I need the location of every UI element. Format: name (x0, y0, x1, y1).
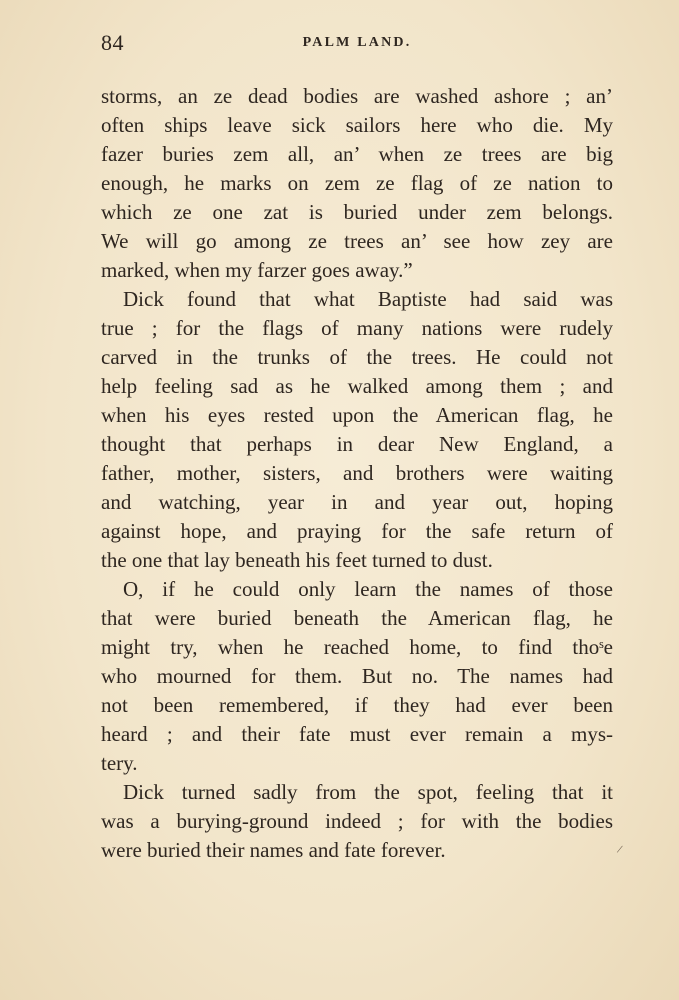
text-line: Dick found that what Baptiste had said was (123, 287, 613, 311)
text-line: true ; for the flags of many nations were rudely (101, 316, 613, 340)
text-line: father, mother, sisters, and brothers were waiting (101, 461, 613, 485)
text-line: marked, when my farzer goes away.” (101, 258, 413, 282)
text-line: enough, he marks on zem ze flag of ze nation to (101, 171, 613, 195)
running-head: PALM LAND. (302, 35, 412, 50)
text-line: might try, when he reached home, to find thoˢe (101, 635, 613, 659)
text-line: against hope, and praying for the safe return of (101, 519, 613, 543)
text-line: fazer buries zem all, an’ when ze trees are big (101, 142, 613, 166)
text-line: tery. (101, 751, 138, 775)
page-number: 84 (101, 30, 124, 55)
text-line: storms, an ze dead bodies are washed ashore ; an’ (101, 84, 613, 108)
text-line: not been remembered, if they had ever been (101, 693, 613, 717)
text-line: when his eyes rested upon the American flag, he (101, 403, 613, 427)
text-line: O, if he could only learn the names of those (123, 577, 613, 601)
text-line: that were buried beneath the American flag, he (101, 606, 613, 630)
text-line: and watching, year in and year out, hoping (101, 490, 613, 514)
text-line: the one that lay beneath his feet turned to dust. (101, 548, 493, 572)
text-line: were buried their names and fate forever. (101, 838, 446, 862)
text-line: thought that perhaps in dear New England, a (101, 432, 613, 456)
text-line: We will go among ze trees an’ see how zey are (101, 229, 613, 253)
text-line: often ships leave sick sailors here who die. My (101, 113, 613, 137)
text-line: which ze one zat is buried under zem belongs. (101, 200, 613, 224)
page-header (101, 30, 613, 56)
text-line: was a burying-ground indeed ; for with the bodies (101, 809, 613, 833)
text-line: Dick turned sadly from the spot, feeling that it (123, 780, 613, 804)
body-text (101, 82, 613, 865)
text-line: help feeling sad as he walked among them ; and (101, 374, 613, 398)
text-line: heard ; and their fate must ever remain a mys- (101, 722, 613, 746)
text-line: carved in the trunks of the trees. He could not (101, 345, 613, 369)
text-line: who mourned for them. But no. The names had (101, 664, 613, 688)
stray-mark: / (615, 841, 624, 857)
